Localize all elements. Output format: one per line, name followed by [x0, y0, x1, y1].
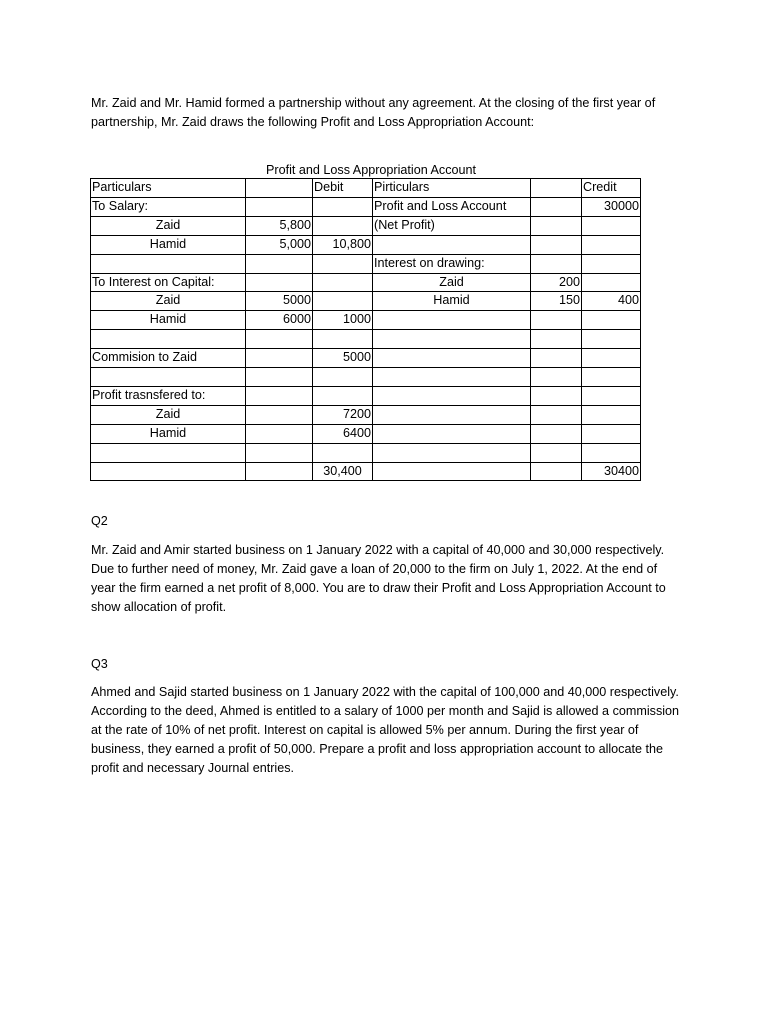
table-cell: [582, 311, 641, 330]
table-cell: [582, 273, 641, 292]
table-cell: [313, 216, 373, 235]
table-cell: [313, 443, 373, 462]
table-cell: [373, 405, 531, 424]
table-cell: [91, 330, 246, 349]
table-cell: [582, 386, 641, 405]
table-cell: [531, 349, 582, 368]
table-cell: [373, 443, 531, 462]
table-cell: To Interest on Capital:: [91, 273, 246, 292]
table-cell: Credit: [582, 179, 641, 198]
table-cell: [582, 235, 641, 254]
table-row: [91, 386, 641, 405]
q3-label: Q3: [91, 657, 108, 671]
table-cell: [582, 443, 641, 462]
table-cell: [246, 386, 313, 405]
table-cell: Debit: [313, 179, 373, 198]
q3-paragraph: Ahmed and Sajid started business on 1 January 2022 with the capital of 100,000 and 40,000 respectively. According to the deed, Ahmed is entitled to a salary of 1000 per month and Sajid is allowed a commission at the rate of 10% of net profit. Interest on capital is allowed 5% per annum. During the first year of business, they earned a profit of 50,000. Prepare a profit and loss appropriation account to allocate the profit and necessary Journal entries.: [91, 685, 680, 775]
appropriation-account-table: [90, 178, 641, 481]
table-cell: [246, 349, 313, 368]
table-cell: Interest on drawing:: [373, 254, 531, 273]
table-cell: Hamid: [91, 311, 246, 330]
table-row-total: [91, 462, 641, 481]
table-cell: 150: [531, 292, 582, 311]
table-cell: Particulars: [91, 179, 246, 198]
table-cell: [373, 330, 531, 349]
table-cell: [582, 368, 641, 387]
table-cell: [373, 235, 531, 254]
table-cell: [373, 424, 531, 443]
table-cell: [91, 443, 246, 462]
table-cell: [531, 179, 582, 198]
table-cell: [531, 386, 582, 405]
table-cell: [531, 330, 582, 349]
table-cell: [582, 216, 641, 235]
table-row: [91, 216, 641, 235]
table-cell: 1000: [313, 311, 373, 330]
table-cell: 5000: [313, 349, 373, 368]
table-cell: [246, 368, 313, 387]
table-title: Profit and Loss Appropriation Account: [265, 163, 477, 177]
table-row: [91, 349, 641, 368]
table-cell: Pirticulars: [373, 179, 531, 198]
table-cell: [246, 197, 313, 216]
table-cell: [313, 368, 373, 387]
table-row: [91, 424, 641, 443]
credit-total: 30400: [582, 462, 641, 481]
table-cell: Hamid: [373, 292, 531, 311]
table-cell: [531, 254, 582, 273]
table-cell: [531, 216, 582, 235]
table-cell: 400: [582, 292, 641, 311]
table-cell: [373, 386, 531, 405]
table-cell: [531, 311, 582, 330]
table-cell: [531, 197, 582, 216]
table-cell: [246, 254, 313, 273]
table-cell: 5,800: [246, 216, 313, 235]
table-cell: Zaid: [373, 273, 531, 292]
table-cell: 200: [531, 273, 582, 292]
table-cell: [313, 330, 373, 349]
table-cell: 6400: [313, 424, 373, 443]
table-cell: [91, 368, 246, 387]
table-row: [91, 311, 641, 330]
table-cell: [246, 330, 313, 349]
q2-label: Q2: [91, 514, 108, 528]
table-cell: [373, 311, 531, 330]
table-row: [91, 292, 641, 311]
table-cell: Zaid: [91, 216, 246, 235]
table-cell: [313, 273, 373, 292]
table-cell: [582, 349, 641, 368]
table-row: [91, 368, 641, 387]
table-cell: [531, 462, 582, 481]
table-row: [91, 179, 641, 198]
table-cell: [582, 405, 641, 424]
table-cell: [246, 462, 313, 481]
table-row: [91, 235, 641, 254]
table-cell: [531, 443, 582, 462]
table-cell: [582, 424, 641, 443]
table-cell: [373, 368, 531, 387]
table-cell: [246, 443, 313, 462]
table-cell: [531, 368, 582, 387]
table-cell: [373, 462, 531, 481]
table-cell: [246, 424, 313, 443]
table-cell: 5000: [246, 292, 313, 311]
table-row: [91, 273, 641, 292]
q2-paragraph: Mr. Zaid and Amir started business on 1 January 2022 with a capital of 40,000 and 30,000 respectively. Due to further need of money, Mr. Zaid gave a loan of 20,000 to the firm on July 1, 2022. At the end of year the firm earned a net profit of 8,000. You are to draw their Profit and Loss Appropriation Account to show allocation of profit.: [91, 543, 666, 614]
table-cell: [313, 292, 373, 311]
table-cell: [313, 197, 373, 216]
table-cell: [582, 254, 641, 273]
table-row: [91, 330, 641, 349]
table-cell: [91, 462, 246, 481]
table-cell: [313, 254, 373, 273]
table-cell: Hamid: [91, 235, 246, 254]
table-cell: Hamid: [91, 424, 246, 443]
table-cell: 5,000: [246, 235, 313, 254]
table-cell: To Salary:: [91, 197, 246, 216]
table-cell: [531, 424, 582, 443]
table-cell: (Net Profit): [373, 216, 531, 235]
table-cell: [246, 179, 313, 198]
debit-total: 30,400: [313, 462, 373, 481]
table-cell: 6000: [246, 311, 313, 330]
table-cell: [313, 386, 373, 405]
table-cell: Zaid: [91, 292, 246, 311]
table-cell: [246, 405, 313, 424]
table-cell: [531, 405, 582, 424]
table-cell: Profit and Loss Account: [373, 197, 531, 216]
table-row: [91, 443, 641, 462]
table-row: [91, 254, 641, 273]
intro-paragraph: Mr. Zaid and Mr. Hamid formed a partnership without any agreement. At the closing of the first year of partnership, Mr. Zaid draws the following Profit and Loss Appropriation Account:: [91, 96, 656, 129]
table-cell: Profit trasnsfered to:: [91, 386, 246, 405]
table-cell: 30000: [582, 197, 641, 216]
table-row: [91, 405, 641, 424]
table-cell: 7200: [313, 405, 373, 424]
table-cell: [246, 273, 313, 292]
table-cell: [531, 235, 582, 254]
table-row: [91, 197, 641, 216]
table-cell: 10,800: [313, 235, 373, 254]
table-cell: [373, 349, 531, 368]
table-cell: [582, 330, 641, 349]
table-cell: Commision to Zaid: [91, 349, 246, 368]
table-cell: [91, 254, 246, 273]
table-cell: Zaid: [91, 405, 246, 424]
